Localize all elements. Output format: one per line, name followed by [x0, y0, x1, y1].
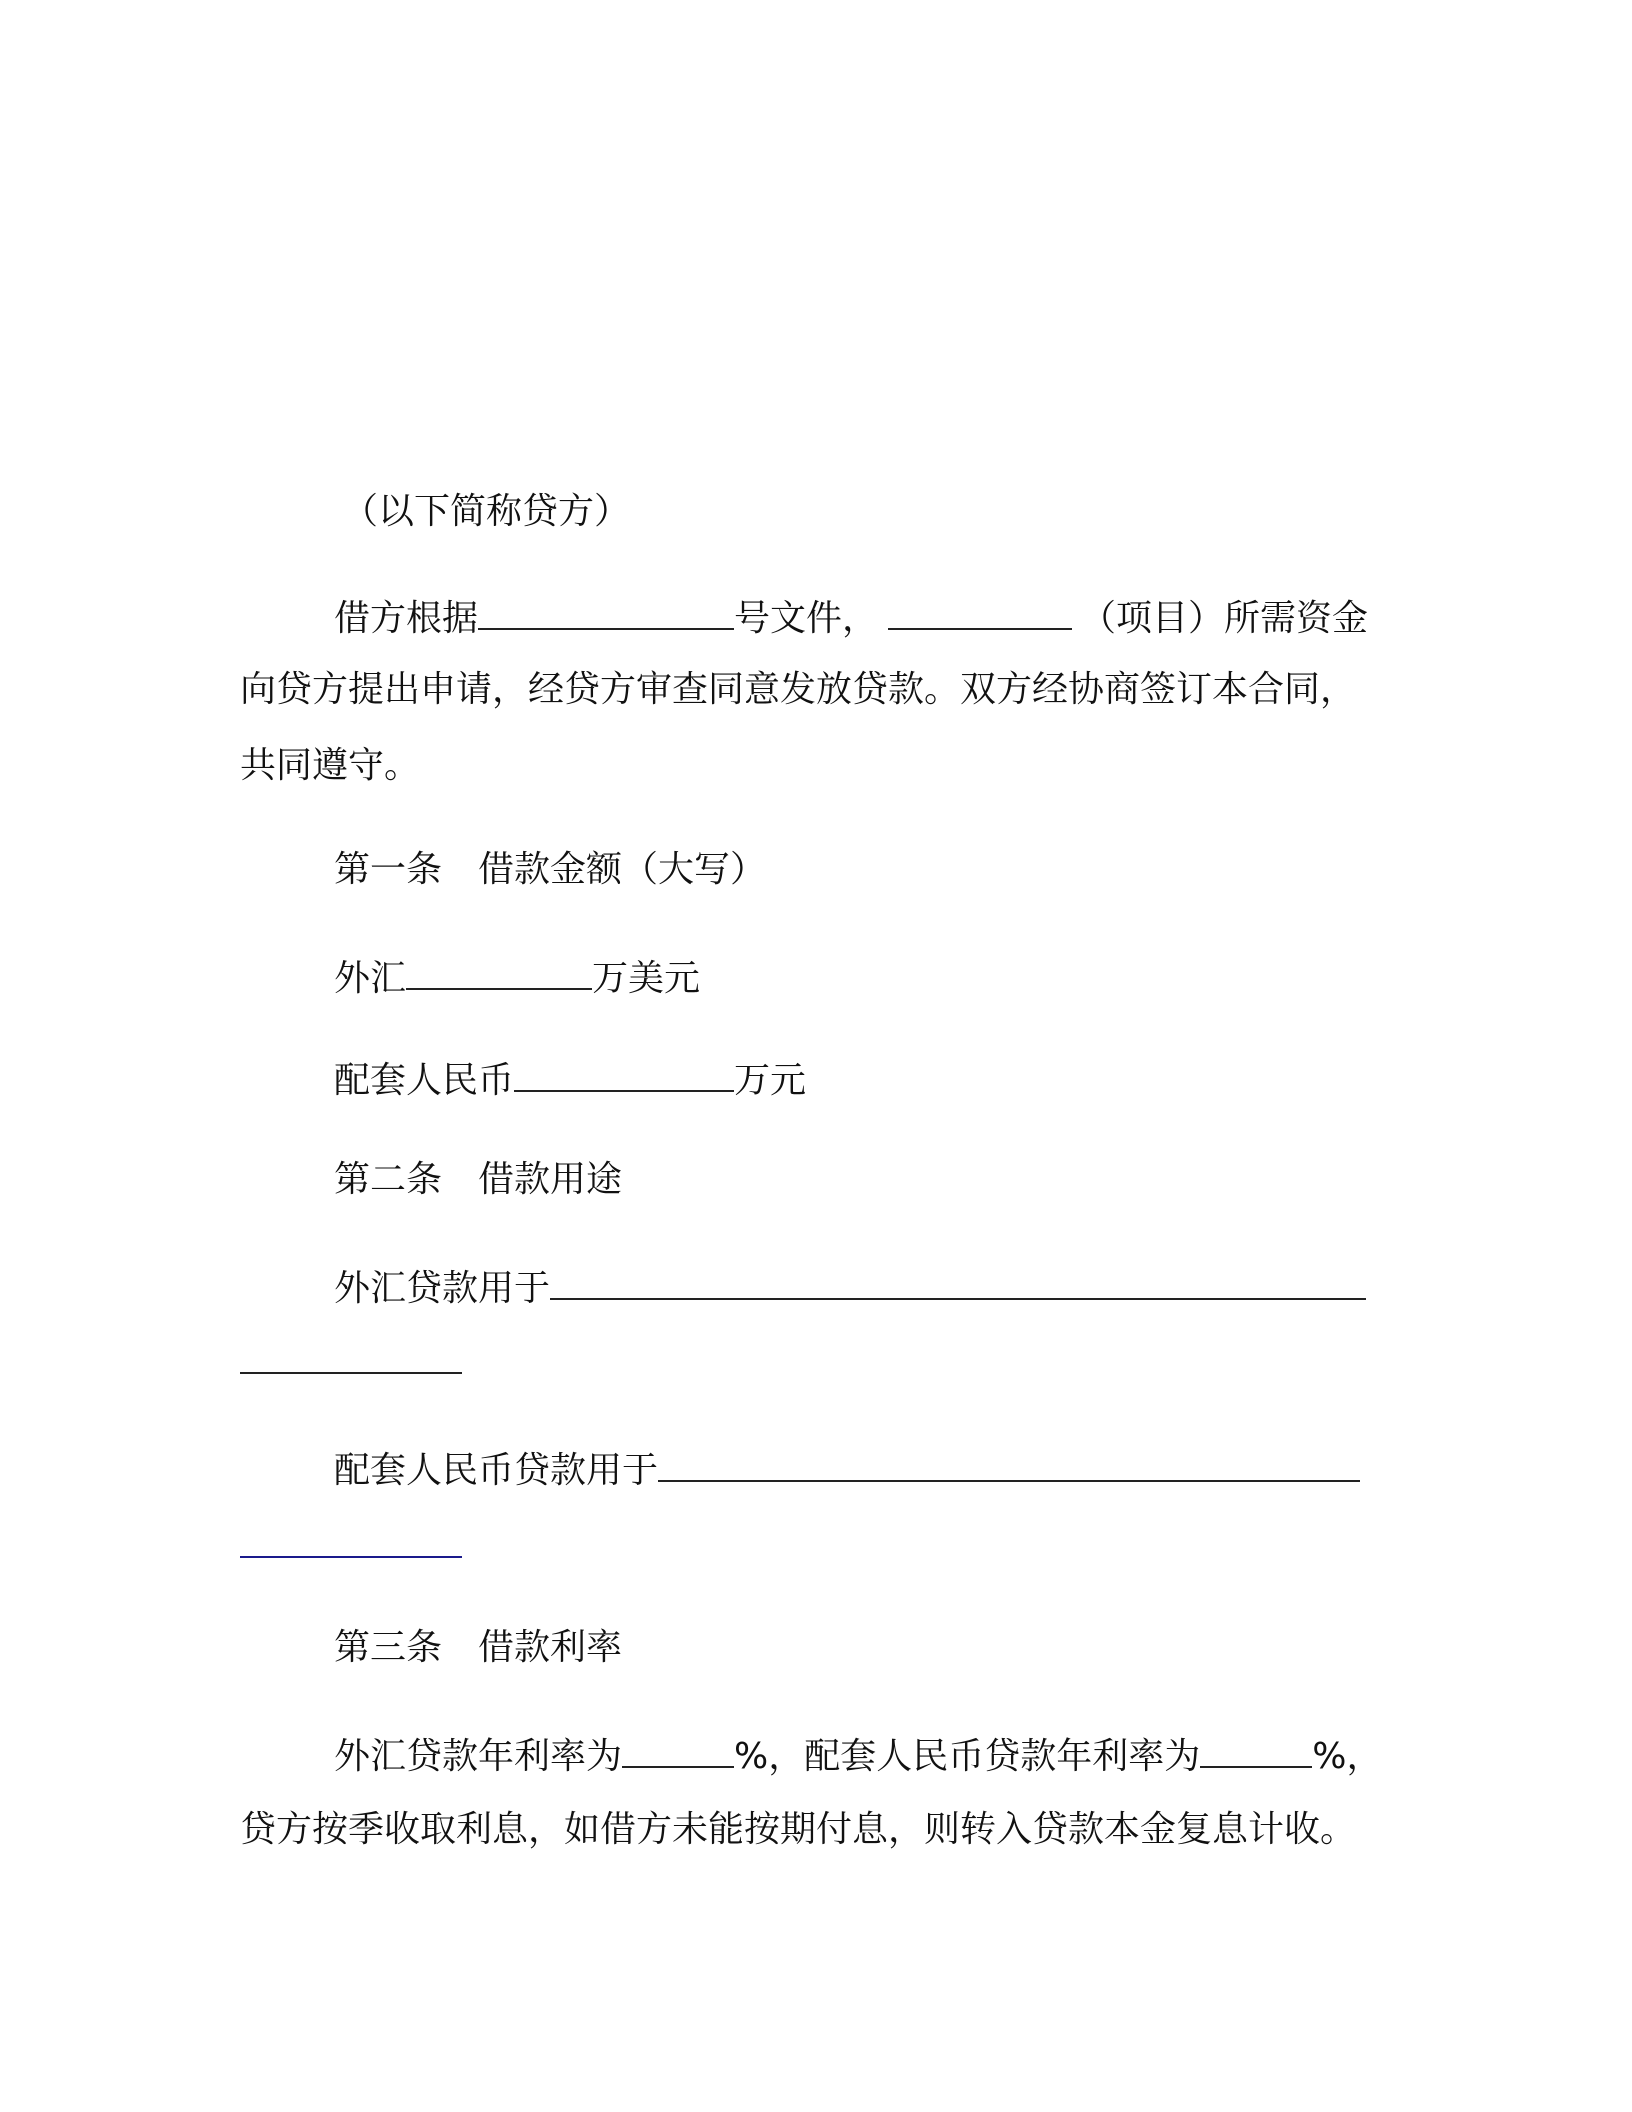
forex-unit: 万美元 [592, 958, 701, 999]
forex-amount-blank[interactable] [406, 950, 592, 990]
document-number-blank[interactable] [478, 590, 734, 630]
article-title: 借款用途 [478, 1159, 623, 1200]
preamble-line-1 [240, 590, 1534, 643]
rmb-amount-line [240, 1052, 1534, 1105]
percent-sign: %， [1312, 1736, 1383, 1777]
forex-use-blank[interactable] [550, 1260, 1366, 1300]
rmb-label: 配套人民币 [334, 1060, 515, 1101]
rmb-use-continuation-blank[interactable] [240, 1556, 462, 1558]
preamble-text: 共同遵守。 [240, 745, 421, 786]
rmb-rate-label: %，配套人民币贷款年利率为 [734, 1736, 1201, 1777]
preamble-line-3 [240, 742, 1440, 790]
rmb-use-line [240, 1442, 1534, 1495]
preamble-text: 号文件， [734, 598, 879, 639]
interest-terms-text: 贷方按季收取利息，如借方未能按期付息，则转入贷款本金复息计收。 [240, 1809, 1357, 1850]
intro-text: （以下简称贷方） [342, 491, 631, 532]
interest-rate-line [240, 1728, 1534, 1781]
rmb-amount-blank[interactable] [514, 1052, 734, 1092]
rmb-rate-blank[interactable] [1200, 1728, 1312, 1768]
forex-use-line [240, 1260, 1534, 1313]
article-label: 第三条 [334, 1627, 443, 1668]
article-2-heading [240, 1156, 1534, 1204]
preamble-line-2 [240, 666, 1440, 714]
preamble-text: （项目）所需资金 [1080, 598, 1369, 639]
rmb-unit: 万元 [734, 1060, 807, 1101]
forex-amount-line [240, 950, 1534, 1003]
forex-use-continuation-blank[interactable] [240, 1372, 462, 1374]
intro-line [240, 488, 1542, 536]
article-1-heading [240, 846, 1534, 894]
forex-rate-blank[interactable] [622, 1728, 734, 1768]
project-blank[interactable] [888, 590, 1072, 630]
interest-rate-line-2 [240, 1806, 1440, 1854]
forex-label: 外汇 [334, 958, 407, 999]
article-label: 第二条 [334, 1159, 443, 1200]
preamble-text: 向贷方提出申请，经贷方审查同意发放贷款。双方经协商签订本合同， [240, 669, 1357, 710]
article-3-heading [240, 1624, 1534, 1672]
forex-use-label: 外汇贷款用于 [334, 1268, 551, 1309]
article-label: 第一条 [334, 849, 443, 890]
preamble-text: 借方根据 [334, 598, 479, 639]
forex-rate-label: 外汇贷款年利率为 [334, 1736, 623, 1777]
rmb-use-label: 配套人民币贷款用于 [334, 1450, 659, 1491]
rmb-use-blank[interactable] [658, 1442, 1360, 1482]
article-title: 借款金额（大写） [478, 849, 767, 890]
article-title: 借款利率 [478, 1627, 623, 1668]
